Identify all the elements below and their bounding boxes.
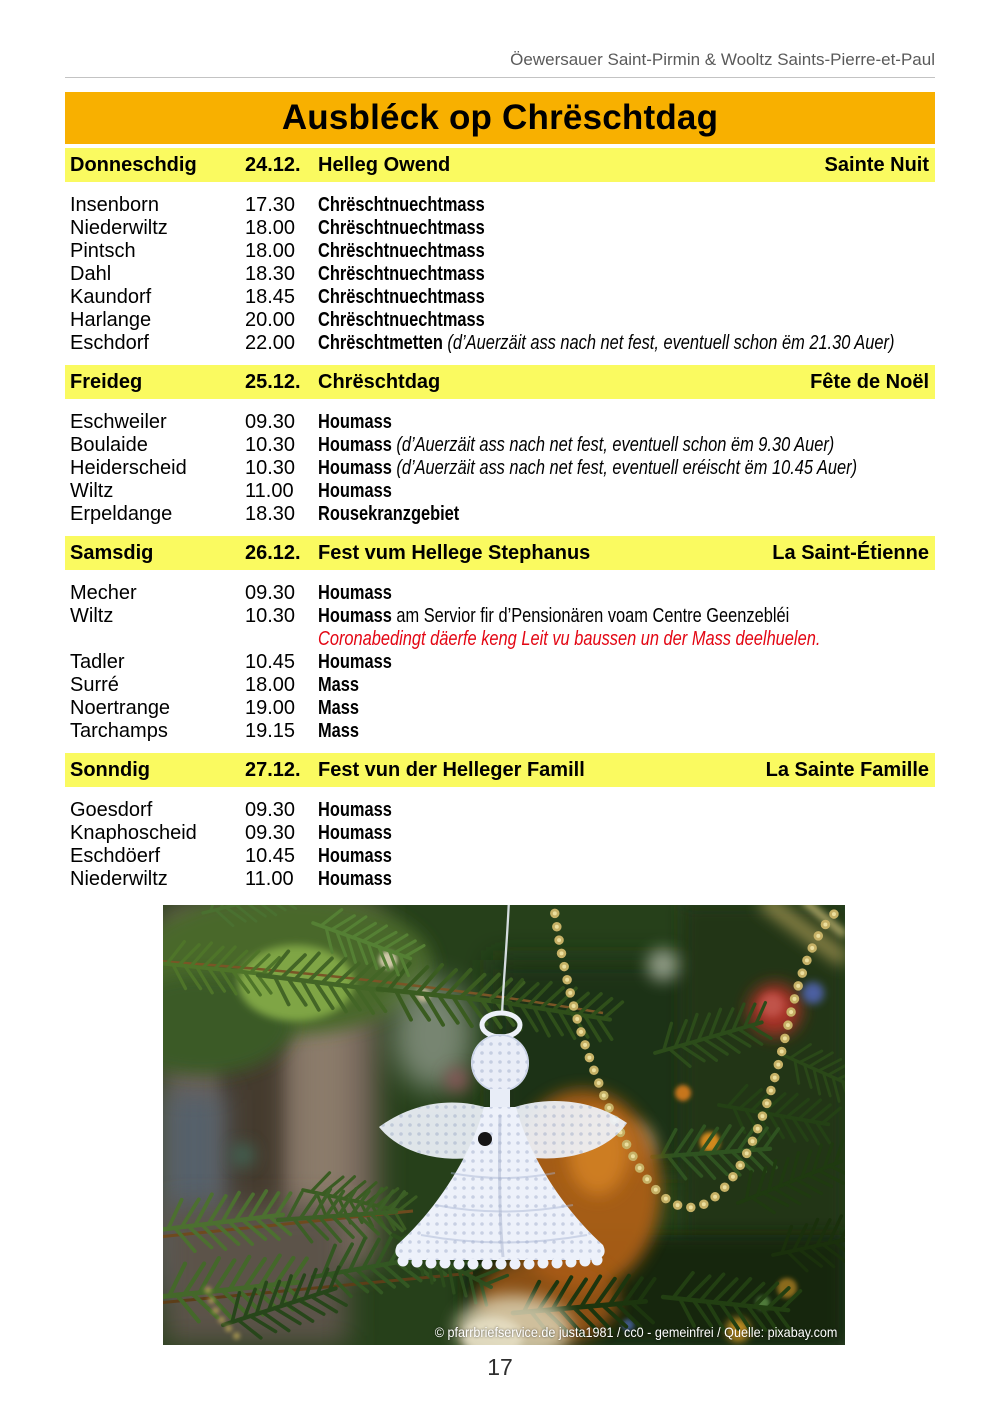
row-town: Dahl bbox=[70, 263, 112, 285]
row-time: 09.30 bbox=[245, 411, 296, 433]
row-town: Niederwiltz bbox=[70, 217, 168, 239]
parish-header: Öewersauer Saint-Pirmin & Wooltz Saints-Pierre-et-Paul bbox=[65, 0, 935, 78]
band-day: Donneschdig bbox=[70, 153, 197, 176]
row-time: 10.30 bbox=[245, 457, 296, 479]
section-band bbox=[65, 148, 935, 182]
band-title: Fest vum Hellege Stephanus bbox=[318, 541, 591, 564]
row-service: Chrëschtnuechtmass bbox=[318, 309, 485, 331]
schedule-row bbox=[65, 480, 935, 503]
row-town: Noertrange bbox=[70, 697, 171, 719]
row-town: Boulaide bbox=[70, 434, 148, 456]
row-town: Eschdorf bbox=[70, 332, 149, 354]
band-date: 26.12. bbox=[245, 541, 301, 564]
row-service: Houmass bbox=[318, 822, 392, 844]
schedule-row bbox=[65, 822, 935, 845]
row-service: Chrëschtnuechtmass bbox=[318, 286, 485, 308]
row-service: Chrëschtnuechtmass bbox=[318, 263, 485, 285]
schedule-section bbox=[65, 365, 935, 532]
row-service: Chrëschtnuechtmass bbox=[318, 240, 485, 262]
row-time: 22.00 bbox=[245, 332, 296, 354]
row-town: Harlange bbox=[70, 309, 152, 331]
schedule-row bbox=[65, 697, 935, 720]
band-date: 24.12. bbox=[245, 153, 301, 176]
title-banner: Ausbléck op Chrëschtdag bbox=[65, 92, 935, 144]
row-town: Erpeldange bbox=[70, 503, 173, 525]
band-title: Helleg Owend bbox=[318, 153, 451, 176]
row-service: Houmass bbox=[318, 868, 392, 890]
schedule-row bbox=[65, 503, 935, 526]
schedule-row bbox=[65, 845, 935, 868]
row-time: 18.00 bbox=[245, 217, 296, 239]
row-service: Chrëschtnuechtmass bbox=[318, 217, 485, 239]
band-date: 27.12. bbox=[245, 758, 301, 781]
band-title: Chrëschtdag bbox=[318, 370, 441, 393]
row-service: Chrëschtmetten (d’Auerzäit ass nach net fest, eventuell schon ëm 21.30 Auer) bbox=[318, 332, 895, 354]
row-town: Wiltz bbox=[70, 605, 114, 627]
schedule-row bbox=[65, 605, 935, 628]
band-title: Fest vun der Helleger Famill bbox=[318, 758, 585, 781]
angel-bead bbox=[478, 1132, 492, 1146]
schedule-row bbox=[65, 720, 935, 743]
row-town: Pintsch bbox=[70, 240, 136, 262]
section-rows bbox=[65, 787, 935, 897]
row-time: 11.00 bbox=[245, 480, 294, 502]
band-subtitle-right: La Saint-Étienne bbox=[772, 541, 929, 564]
band-day: Samsdig bbox=[70, 541, 154, 564]
schedule-section bbox=[65, 753, 935, 897]
row-service: Houmass am Servior fir d’Pensionären voam Centre Geenzebléi bbox=[318, 605, 790, 627]
sections bbox=[65, 148, 935, 897]
band-subtitle-right: Sainte Nuit bbox=[824, 153, 929, 176]
row-time: 09.30 bbox=[245, 799, 296, 821]
schedule-row bbox=[65, 434, 935, 457]
row-time: 18.30 bbox=[245, 503, 296, 525]
row-town: Eschdöerf bbox=[70, 845, 161, 867]
row-service: Houmass bbox=[318, 651, 392, 673]
row-time: 11.00 bbox=[245, 868, 294, 890]
schedule-row bbox=[65, 411, 935, 434]
schedule-section bbox=[65, 148, 935, 361]
row-town: Knaphoscheid bbox=[70, 822, 197, 844]
row-time: 18.30 bbox=[245, 263, 296, 285]
row-time: 09.30 bbox=[245, 582, 296, 604]
row-service: Rousekranzgebiet bbox=[318, 503, 460, 525]
row-time: 18.45 bbox=[245, 286, 296, 308]
row-town: Eschweiler bbox=[70, 411, 167, 433]
schedule-row bbox=[65, 332, 935, 355]
band-day: Freideg bbox=[70, 370, 143, 393]
row-time: 19.00 bbox=[245, 697, 296, 719]
row-town: Insenborn bbox=[70, 194, 159, 216]
row-time: 09.30 bbox=[245, 822, 296, 844]
section-rows bbox=[65, 570, 935, 749]
christmas-photo bbox=[163, 905, 845, 1345]
row-town: Mecher bbox=[70, 582, 137, 604]
section-band bbox=[65, 753, 935, 787]
section-band bbox=[65, 365, 935, 399]
row-service: Houmass (d’Auerzäit ass nach net fest, eventuell eréischt ëm 10.45 Auer) bbox=[318, 457, 858, 479]
band-date: 25.12. bbox=[245, 370, 301, 393]
row-time: 10.45 bbox=[245, 651, 296, 673]
row-service: Mass bbox=[318, 720, 360, 742]
section-rows bbox=[65, 399, 935, 532]
angel-ornament-illustration bbox=[163, 905, 845, 1345]
row-town: Kaundorf bbox=[70, 286, 152, 308]
schedule-row bbox=[65, 217, 935, 240]
row-service: Houmass bbox=[318, 799, 392, 821]
row-time: 18.00 bbox=[245, 674, 296, 696]
row-service: Houmass bbox=[318, 582, 392, 604]
schedule-row bbox=[65, 582, 935, 605]
section-band bbox=[65, 536, 935, 570]
covid-note: Coronabedingt däerfe keng Leit vu baussen un der Mass deelhuelen. bbox=[318, 628, 821, 650]
row-time: 18.00 bbox=[245, 240, 296, 262]
page-number: 17 bbox=[487, 1354, 513, 1380]
schedule-row bbox=[65, 240, 935, 263]
schedule-row bbox=[65, 651, 935, 674]
schedule-row bbox=[65, 286, 935, 309]
row-town: Heiderscheid bbox=[70, 457, 187, 479]
schedule-section bbox=[65, 536, 935, 749]
row-time: 20.00 bbox=[245, 309, 296, 331]
row-service: Houmass bbox=[318, 411, 392, 433]
row-service: Houmass bbox=[318, 480, 392, 502]
band-subtitle-right: La Sainte Famille bbox=[765, 758, 929, 781]
schedule-row bbox=[65, 868, 935, 891]
row-service: Chrëschtnuechtmass bbox=[318, 194, 485, 216]
row-service: Mass bbox=[318, 697, 360, 719]
band-day: Sonndig bbox=[70, 758, 150, 781]
schedule-row bbox=[65, 799, 935, 822]
schedule-note-row bbox=[65, 628, 935, 651]
row-town: Niederwiltz bbox=[70, 868, 168, 890]
row-time: 10.30 bbox=[245, 434, 296, 456]
row-service: Houmass (d’Auerzäit ass nach net fest, eventuell schon ëm 9.30 Auer) bbox=[318, 434, 835, 456]
row-service: Houmass bbox=[318, 845, 392, 867]
band-subtitle-right: Fête de Noël bbox=[810, 370, 929, 393]
row-town: Wiltz bbox=[70, 480, 114, 502]
schedule-row bbox=[65, 457, 935, 480]
row-time: 17.30 bbox=[245, 194, 296, 216]
schedule-row bbox=[65, 263, 935, 286]
row-town: Surré bbox=[70, 674, 119, 696]
row-service: Mass bbox=[318, 674, 360, 696]
photo-caption: © pfarrbriefservice.de justa1981 / cc0 - gemeinfrei / Quelle: pixabay.com bbox=[434, 1324, 837, 1340]
row-time: 19.15 bbox=[245, 720, 296, 742]
schedule-row bbox=[65, 674, 935, 697]
section-rows bbox=[65, 182, 935, 361]
row-time: 10.45 bbox=[245, 845, 296, 867]
row-time: 10.30 bbox=[245, 605, 296, 627]
row-town: Tadler bbox=[70, 651, 125, 673]
row-town: Goesdorf bbox=[70, 799, 153, 821]
schedule-row bbox=[65, 309, 935, 332]
schedule-row bbox=[65, 194, 935, 217]
row-town: Tarchamps bbox=[70, 720, 168, 742]
